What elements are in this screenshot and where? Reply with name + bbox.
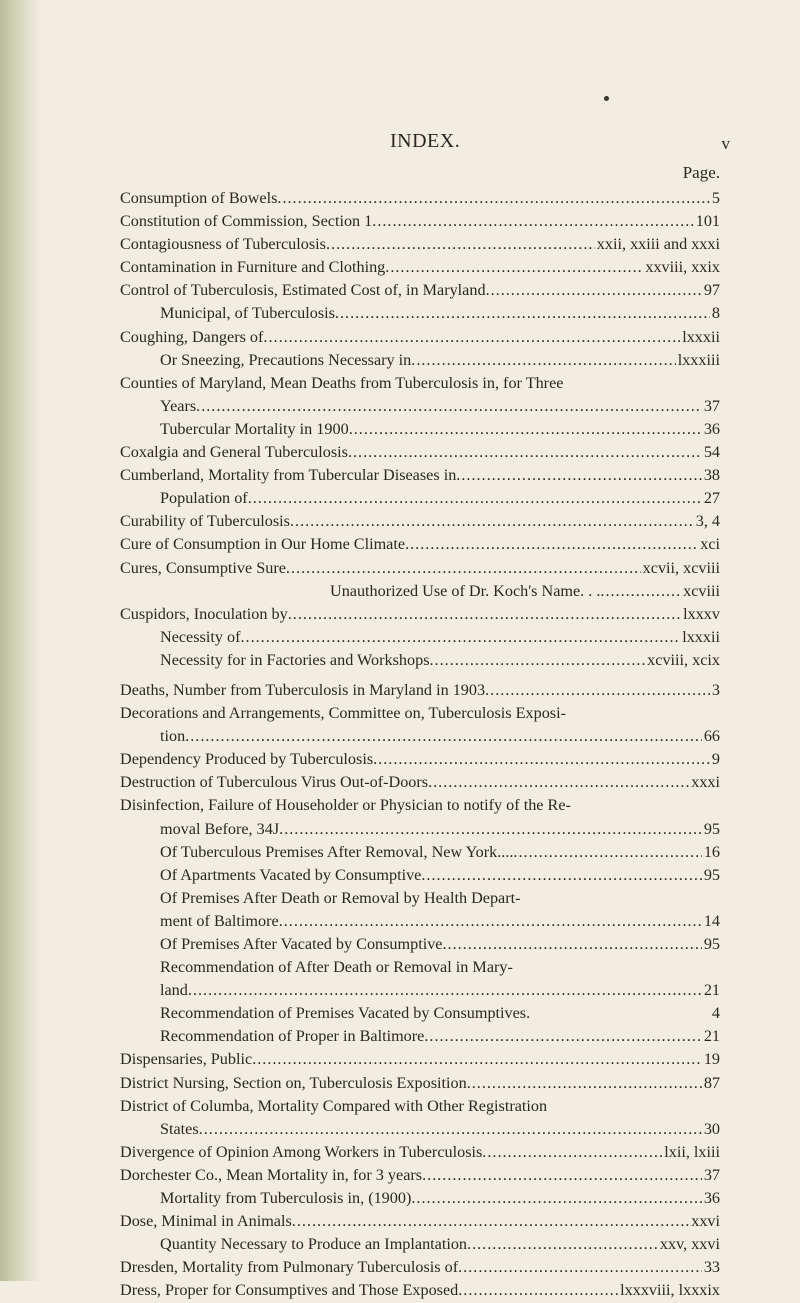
index-entry — [120, 603, 720, 626]
page-header — [120, 130, 730, 160]
index-entry — [120, 372, 720, 395]
leader-dots — [335, 302, 710, 325]
index-entry — [120, 702, 720, 725]
index-entry-page: 16 — [703, 842, 720, 861]
index-entry — [120, 464, 720, 487]
index-entry-term: Of Apartments Vacated by Consumptive — [160, 865, 422, 884]
leader-dots — [421, 864, 701, 887]
index-entry-term: Years — [160, 396, 197, 415]
leader-dots — [486, 279, 702, 302]
index-entry-page: 19 — [703, 1050, 720, 1069]
index-entry — [120, 302, 720, 325]
leader-dots — [263, 326, 680, 349]
index-entry-term: Dose, Minimal in Animals — [120, 1212, 292, 1231]
index-entry-term: Necessity of — [160, 627, 241, 646]
index-entry-page: 87 — [703, 1073, 720, 1092]
index-entry-page: lxxxii — [682, 627, 720, 646]
print-mark — [604, 96, 609, 101]
index-entry-term: Cumberland, Mortality from Tubercular Diseases in — [120, 466, 457, 485]
index-entry — [120, 1187, 720, 1210]
index-entry-term: Dress, Proper for Consumptives and Those Exposed — [120, 1281, 459, 1300]
index-entry — [120, 679, 720, 702]
leader-dots — [422, 1164, 702, 1187]
page-binding-edge — [0, 0, 40, 1281]
index-entry-page: xcvii, xcviii — [642, 558, 720, 577]
leader-dots — [240, 626, 680, 649]
index-entry-page: 9 — [711, 750, 720, 769]
index-entry-term: Dependency Produced by Tuberculosis — [120, 750, 374, 769]
index-entry-term: Tubercular Mortality in 1900 — [160, 419, 349, 438]
index-entry — [120, 864, 720, 887]
index-entry — [120, 887, 720, 910]
leader-dots — [349, 418, 702, 441]
index-entry-page: lxii, lxiii — [664, 1142, 720, 1161]
index-entry-page: xxxi — [691, 773, 720, 792]
index-entry — [120, 818, 720, 841]
leader-dots — [185, 725, 702, 748]
index-entry-term: Recommendation of After Death or Removal in Mary- — [160, 958, 513, 977]
index-entry — [120, 725, 720, 748]
leader-dots — [456, 464, 702, 487]
index-entry-term: Destruction of Tuberculous Virus Out-of-Doors — [120, 773, 429, 792]
index-entry-term: Disinfection, Failure of Householder or Physician to notify of the Re- — [120, 796, 571, 815]
index-entry — [120, 1279, 720, 1302]
index-entry-page: 97 — [703, 281, 720, 300]
index-entry-term: Dorchester Co., Mean Mortality in, for 3 years — [120, 1165, 423, 1184]
index-entry — [120, 910, 720, 933]
leader-dots — [188, 979, 702, 1002]
leader-dots — [248, 487, 702, 510]
index-entry-page: lxxxii — [682, 327, 720, 346]
index-entry-page: lxxxviii, lxxxix — [620, 1281, 720, 1300]
index-entry-term: ment of Baltimore — [160, 911, 279, 930]
index-entry — [120, 794, 720, 817]
index-entry-term: moval Before, 34J — [160, 819, 280, 838]
index-entry-term: Dresden, Mortality from Pulmonary Tuberculosis of — [120, 1258, 459, 1277]
index-entry-term: Population of — [160, 489, 248, 508]
index-entry-term: Decorations and Arrangements, Committee on, Tuberculosis Exposi- — [120, 704, 566, 723]
page-column-label: Page. — [682, 163, 720, 182]
index-entry-page: 3, 4 — [695, 512, 720, 531]
index-entry-term: land — [160, 981, 188, 1000]
index-entry-term: Quantity Necessary to Produce an Implantation — [160, 1235, 468, 1254]
index-entry-term: tion — [160, 727, 186, 746]
index-entry-term: Contagiousness of Tuberculosis — [120, 235, 326, 254]
index-entry-page: 33 — [703, 1258, 720, 1277]
index-entry-term: Recommendation of Premises Vacated by Consumptives. — [160, 1004, 531, 1023]
index-entry — [120, 1048, 720, 1071]
leader-dots — [411, 1187, 701, 1210]
index-entry-term: Contamination in Furniture and Clothing — [120, 258, 386, 277]
index-entry-term: Deaths, Number from Tuberculosis in Maryland in 1903 — [120, 680, 486, 699]
index-entry — [120, 279, 720, 302]
leader-dots — [199, 1118, 702, 1141]
index-entry-page: 14 — [703, 911, 720, 930]
index-entry-page: xxviii, xxix — [645, 258, 720, 277]
index-entry — [120, 557, 720, 580]
index-entry — [120, 748, 720, 771]
index-entry-page: xxii, xxiii and xxxi — [596, 235, 720, 254]
index-entry — [120, 1118, 720, 1141]
leader-dots — [442, 933, 701, 956]
leader-dots — [277, 187, 710, 210]
index-entry-page: 95 — [703, 935, 720, 953]
index-entry — [120, 210, 720, 233]
index-entries — [120, 187, 720, 1303]
index-entry — [120, 841, 720, 864]
index-entry-term: Constitution of Commission, Section 1 — [120, 212, 373, 231]
index-entry-page: 21 — [703, 1027, 720, 1046]
index-entry — [120, 1002, 720, 1025]
leader-dots — [279, 910, 702, 933]
index-entry — [120, 1095, 720, 1118]
index-entry — [120, 187, 720, 210]
leader-dots — [482, 1141, 662, 1164]
index-entry-term: States — [160, 1119, 199, 1138]
index-entry — [120, 1141, 720, 1164]
leader-dots — [373, 748, 710, 771]
leader-dots — [326, 233, 595, 256]
index-entry-page: 27 — [703, 489, 720, 508]
index-entry-page: 37 — [703, 396, 720, 415]
index-entry-page: lxxxiii — [677, 350, 720, 369]
index-entry-page: 21 — [703, 981, 720, 1000]
index-entry — [120, 441, 720, 464]
leader-dots — [196, 395, 702, 418]
index-entry-term: Coughing, Dangers of — [120, 327, 264, 346]
index-entry — [120, 487, 720, 510]
index-entry-term: Mortality from Tuberculosis in, (1900) — [160, 1189, 412, 1208]
index-entry — [120, 1256, 720, 1279]
index-entry-page: xxvi — [691, 1212, 720, 1231]
index-entry — [120, 1233, 720, 1256]
leader-dots — [467, 1072, 702, 1095]
index-entry — [120, 256, 720, 279]
leader-dots — [600, 580, 681, 603]
index-entry — [120, 533, 720, 556]
index-entry — [120, 395, 720, 418]
index-entry — [120, 979, 720, 1002]
index-entry — [120, 933, 720, 956]
index-entry-term: Control of Tuberculosis, Estimated Cost of, in Maryland — [120, 281, 486, 300]
index-entry-term: Of Premises After Death or Removal by Health Depart- — [160, 888, 521, 907]
index-entry — [120, 580, 720, 603]
index-entry — [120, 233, 720, 256]
page-title: INDEX. — [390, 130, 461, 152]
leader-dots — [458, 1279, 618, 1302]
index-entry-term: Consumption of Bowels — [120, 189, 278, 207]
index-entry — [120, 771, 720, 794]
leader-dots — [411, 349, 675, 372]
index-entry-term: Or Sneezing, Precautions Necessary in — [160, 350, 412, 369]
leader-dots — [430, 649, 646, 672]
index-entry — [120, 326, 720, 349]
index-entry — [120, 956, 720, 979]
leader-dots — [467, 1233, 658, 1256]
index-entry — [120, 418, 720, 441]
index-entry-term: Recommendation of Proper in Baltimore — [160, 1027, 425, 1046]
leader-dots — [290, 510, 694, 533]
leader-dots — [485, 679, 710, 702]
leader-dots — [405, 533, 698, 556]
leader-dots — [424, 1025, 701, 1048]
index-entry-page: xcviii — [683, 581, 720, 600]
index-entry — [120, 626, 720, 649]
index-entry — [120, 349, 720, 372]
index-entry-term: District Nursing, Section on, Tuberculosis Exposition — [120, 1073, 467, 1092]
index-entry-page: 3 — [711, 680, 720, 699]
index-entry-page: 36 — [703, 1189, 720, 1208]
index-entry-term: Dispensaries, Public — [120, 1050, 253, 1069]
index-entry-term: Curability of Tuberculosis — [120, 512, 290, 531]
index-entry-page: 36 — [703, 419, 720, 438]
index-entry-term: Counties of Maryland, Mean Deaths from Tuberculosis in, for Three — [120, 373, 564, 392]
index-entry-page: xcviii, xcix — [647, 650, 720, 669]
leader-dots — [348, 441, 702, 464]
leader-dots — [513, 841, 701, 864]
index-entry-page: 30 — [703, 1119, 720, 1138]
index-entry-term: Unauthorized Use of Dr. Koch's Name. . . — [330, 581, 601, 600]
index-entry-page: 5 — [711, 189, 720, 207]
index-entry-term: Cures, Consumptive Sure — [120, 558, 286, 577]
index-entry-page: 38 — [703, 466, 720, 485]
index-entry-term: Necessity for in Factories and Workshops — [160, 650, 430, 669]
index-entry-term: District of Columba, Mortality Compared with Other Registration — [120, 1096, 548, 1115]
index-entry-term: Cuspidors, Inoculation by — [120, 604, 288, 623]
page-number: v — [721, 134, 730, 153]
leader-dots — [286, 557, 641, 580]
index-entry-page: 66 — [703, 727, 720, 746]
leader-dots — [288, 603, 681, 626]
index-entry-page: 95 — [703, 865, 720, 884]
index-entry-term: Cure of Consumption in Our Home Climate — [120, 535, 406, 554]
leader-dots — [292, 1210, 689, 1233]
index-entry — [120, 1072, 720, 1095]
index-entry — [120, 1164, 720, 1187]
index-entry — [120, 649, 720, 672]
index-entry-page: 54 — [703, 443, 720, 462]
index-entry-page: lxxxv — [683, 604, 720, 623]
index-entry-page: xci — [700, 535, 720, 554]
index-entry-page: xxv, xxvi — [659, 1235, 720, 1254]
leader-dots — [385, 256, 643, 279]
index-entry-term: Coxalgia and General Tuberculosis — [120, 443, 348, 462]
index-entry-term: Divergence of Opinion Among Workers in Tuberculosis — [120, 1142, 483, 1161]
index-entry-term: Of Tuberculous Premises After Removal, New York.... — [160, 842, 514, 861]
index-entry-page: 4 — [711, 1004, 720, 1023]
index-entry-page: 8 — [711, 304, 720, 323]
leader-dots — [372, 210, 693, 233]
index-entry-term: Of Premises After Vacated by Consumptive — [160, 935, 443, 953]
index-entry-term: Municipal, of Tuberculosis — [160, 304, 335, 323]
leader-dots — [458, 1256, 702, 1279]
index-entry — [120, 510, 720, 533]
leader-dots — [279, 818, 702, 841]
index-entry-page: 37 — [703, 1165, 720, 1184]
index-entry-page: 95 — [703, 819, 720, 838]
leader-dots — [252, 1048, 702, 1071]
index-entry-page: 101 — [695, 212, 720, 231]
index-entry — [120, 1025, 720, 1048]
leader-dots — [428, 771, 689, 794]
index-entry — [120, 1210, 720, 1233]
